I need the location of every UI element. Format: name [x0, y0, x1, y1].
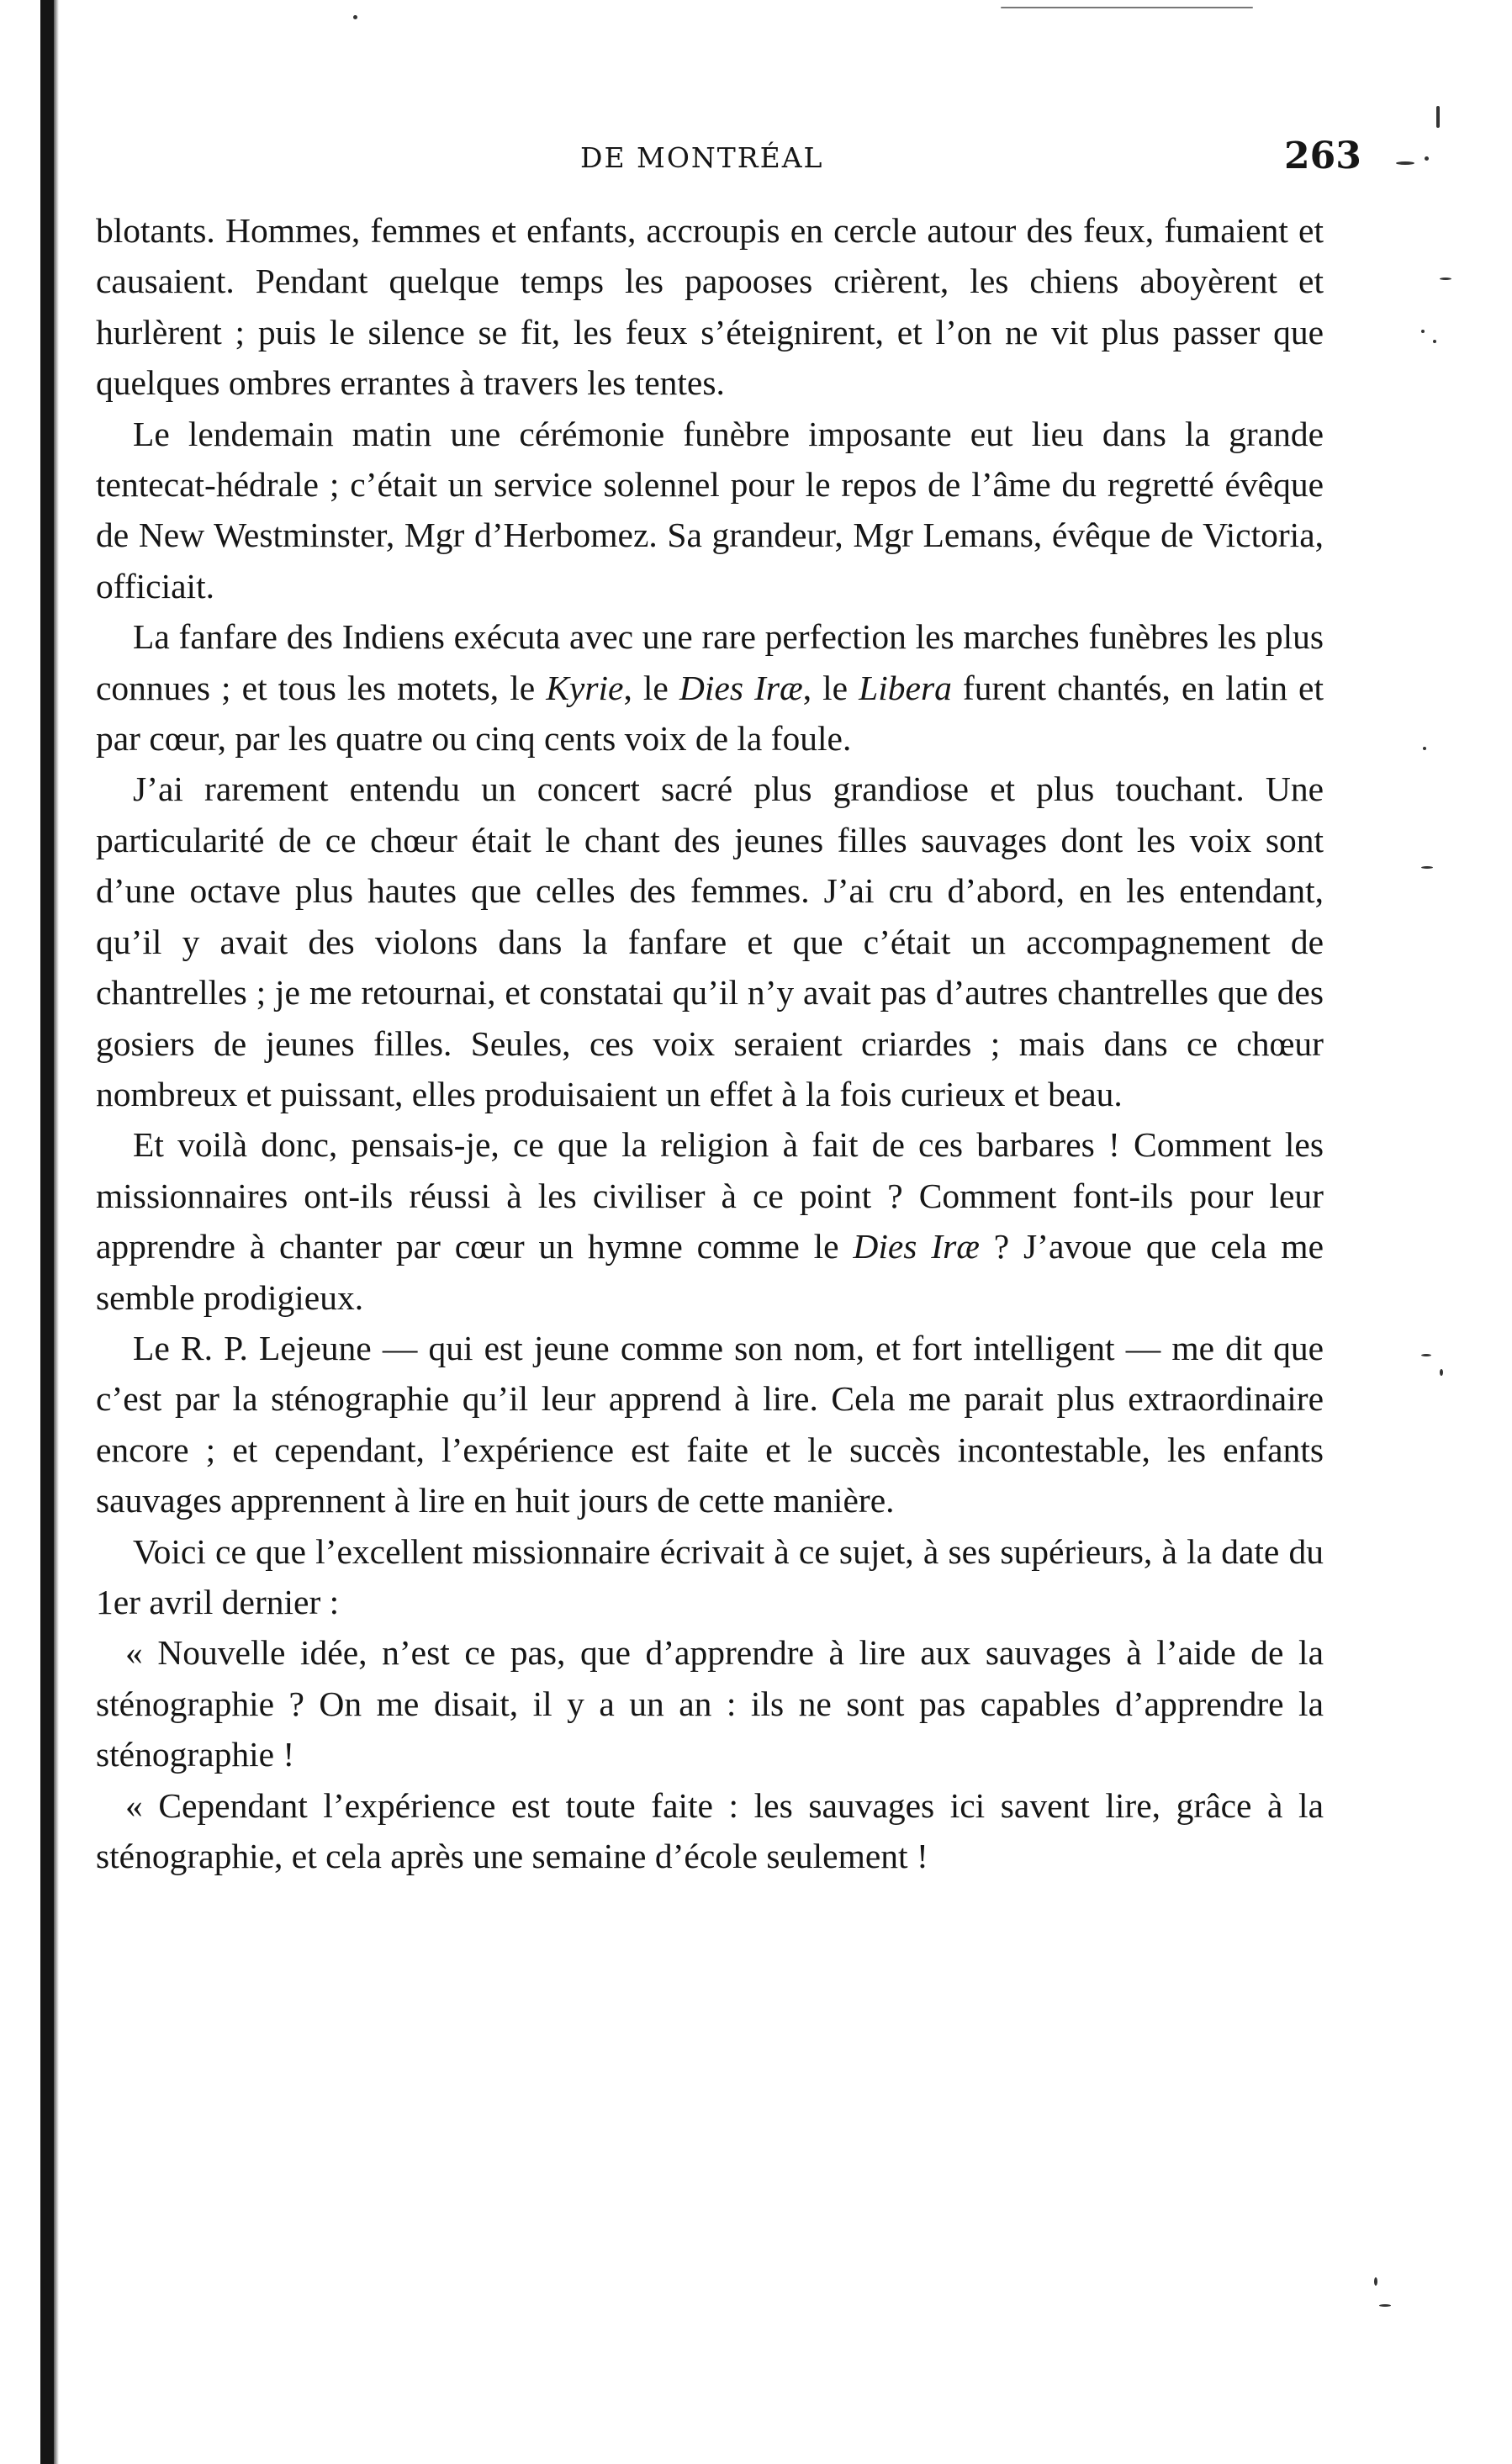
book-binding-shadow: [40, 0, 54, 2464]
scan-speck: [1436, 106, 1440, 128]
italic-title: Dies Iræ: [679, 668, 803, 707]
text-run: , le: [802, 668, 859, 707]
quote-paragraph: « Nouvelle idée, n’est ce pas, que d’apprendre à lire aux sauvages à l’aide de la sténographie ? On me disait, il y a un an : ils ne sont pas capables d’apprendre la sténographie !: [96, 1633, 1324, 1774]
body-text: [96, 205, 1324, 1881]
binding-edge-shade: [54, 0, 59, 2464]
scan-speck: [1425, 156, 1429, 161]
scan-speck: [1001, 7, 1253, 8]
text-run: Et voilà donc, pensais-je, ce que la religion à fait de ces barbares ! Comment les missionnaires ont-ils réussi à les civiliser à ce point ? Comment font-ils pour leur apprendre à chanter par cœur un hymne comme le: [96, 1125, 1324, 1266]
text-run: La fanfare des Indiens exécuta avec une rare perfection les marches funèbres les plus connues ; et tous les motets, le: [96, 617, 1324, 707]
text-run: furent chantés, en latin et par cœur, par les quatre ou cinq cents voix de la foule.: [96, 668, 1324, 759]
italic-title: Dies Iræ: [853, 1227, 980, 1266]
italic-title: Kyrie: [546, 668, 624, 707]
page-number: 263: [1284, 135, 1361, 177]
paragraph: Voici ce que l’excellent missionnaire écrivait à ce sujet, à ses supérieurs, à la date du 1er avril dernier :: [96, 1531, 1324, 1621]
scan-speck: [1440, 278, 1451, 280]
scan-speck: [1423, 747, 1426, 750]
paragraph: [96, 1119, 1324, 1323]
italic-title: Libera: [859, 668, 952, 707]
scan-speck: [1421, 1354, 1431, 1356]
paragraph: blotants. Hommes, femmes et enfants, accroupis en cercle autour des feux, fumaient et causaient. Pendant quelque temps les papooses crièrent, les chiens aboyèrent et hurlèrent ; puis le silence se fit, les feux s’éteignirent, et l’on ne vit plus passer que quelques ombres errantes à travers les tentes.: [96, 211, 1324, 403]
scan-speck: [1421, 330, 1425, 333]
scan-speck: [1421, 866, 1433, 869]
quote-paragraph: « Cependant l’expérience est toute faite : les sauvages ici savent lire, grâce à la sténographie, et cela après une semaine d’école seulement !: [96, 1785, 1324, 1875]
paragraph: Le lendemain matin une cérémonie funèbre imposante eut lieu dans la grande tentecat-hédrale ; c’était un service solennel pour le repos de l’âme du regretté évêque de New Westminster, Mgr d’Herbomez. Sa grandeur, Mgr Lemans, évêque de Victoria, officiait.: [96, 414, 1324, 605]
text-run: ? J’avoue que cela me semble prodigieux.: [96, 1227, 1324, 1317]
paragraph: J’ai rarement entendu un concert sacré plus grandiose et plus touchant. Une particularité de ce chœur était le chant des jeunes filles sauvages dont les voix sont d’une octave plus hautes que celles des femmes. J’ai cru d’abord, en les entendant, qu’il y avait des violons dans la fanfare et que c’était un accompagnement de chantrelles ; je me retournai, et constatai qu’il n’y avait pas d’autres chantrelles que des gosiers de jeunes filles. Seules, ces voix seraient criardes ; mais dans ce chœur nombreux et puissant, elles produisaient un effet à la fois curieux et beau.: [96, 769, 1324, 1113]
paragraph: Le R. P. Lejeune — qui est jeune comme son nom, et fort intelligent — me dit que c’est par la sténographie qu’il leur apprend à lire. Cela me parait plus extraordinaire encore ; et cependant, l’expérience est faite et le succès incontestable, les enfants sauvages apprennent à lire en huit jours de cette manière.: [96, 1328, 1324, 1520]
running-title: DE MONTRÉAL: [580, 141, 824, 174]
scan-speck: [1374, 2277, 1377, 2286]
text-run: , le: [623, 668, 679, 707]
scan-speck: [1396, 161, 1414, 165]
paragraph: [96, 611, 1324, 764]
scan-speck: [1440, 1369, 1443, 1376]
scan-speck: [353, 15, 357, 19]
scan-speck: [1379, 2304, 1391, 2307]
scan-speck: [1433, 340, 1436, 343]
